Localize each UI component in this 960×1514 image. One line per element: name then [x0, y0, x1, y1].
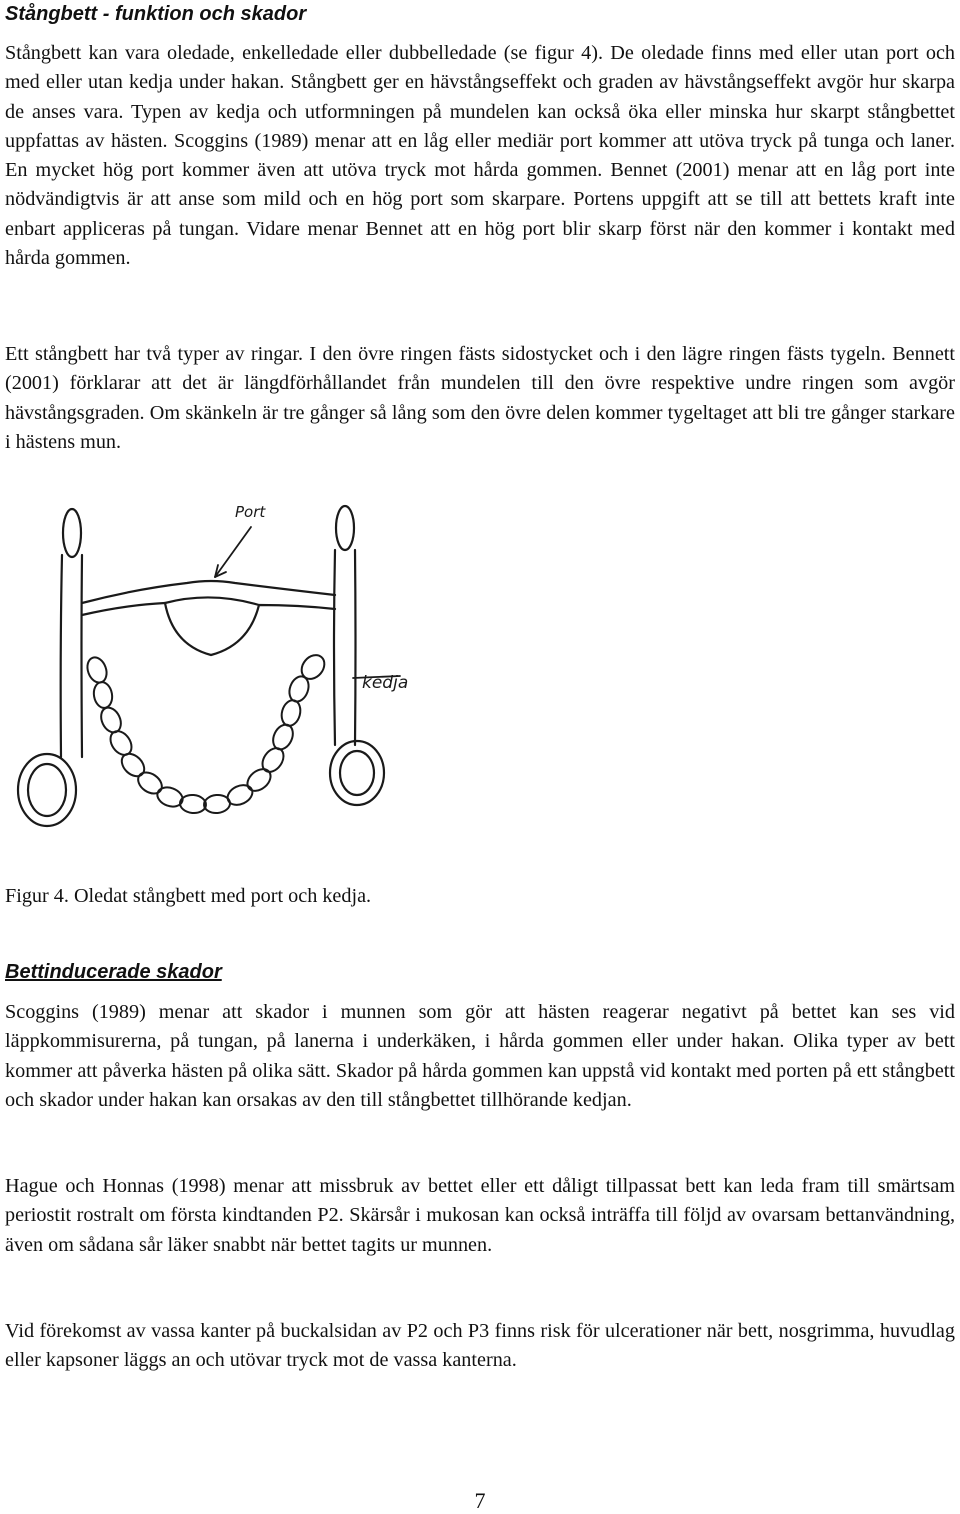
- page-number: 7: [474, 1488, 486, 1513]
- paragraph-injury-locations: Scoggins (1989) menar att skador i munnen som gör att hästen reagerar negativt på bettet kan ses vid läppkommisurerna, på tungan, på lanerna i underkäken, i hårda gommen eller under hakan. Olika typer av bett kommer att påverka hästen på olika sätt. Skador på hårda gommen kan uppstå vid kontakt med porten på ett stångbett och skador under hakan kan orsakas av den till stångbettet tillhörande kedjan.: [5, 1001, 955, 1111]
- section-heading-bettinducerade-skador: Bettinducerade skador: [5, 961, 222, 983]
- paragraph-periostitis: Hague och Honnas (1998) menar att missbruk av bettet eller ett dåligt tillpassat bett kan leda fram till smärtsam periostit rostralt om första kindtanden P2. Skärsår i mukosan kan också inträffa till följd av ovarsam bettanvändning, även om sådana sår läker snabbt när bettet tagits ur munnen.: [5, 1175, 955, 1256]
- mouthpiece-with-port: [82, 581, 335, 655]
- figure-caption: Figur 4. Oledat stångbett med port och kedja.: [5, 885, 372, 907]
- paragraph-stangbett-function: Stångbett kan vara oledade, enkelledade eller dubbelledade (se figur 4). De oledade finns med eller utan port och med eller utan kedja under hakan. Stångbett ger en hävstångseffekt och graden av hävstångseffekt avgör hur skarpa de anses vara. Typen av kedja och utformningen på mundelen kan också öka eller minska hur skarpt stångbettet uppfattas av hästen. Scoggins (1989) menar att en låg eller mediär port kommer att utöva tryck på tunga och laner. En mycket hög port kommer även att utöva tryck mot hårda gommen. Bennet (2001) menar att en låg port inte nödvändigtvis är att anse som mild och en hög port som skarpare. Portens uppgift att se till att bettets kraft inte enbart appliceras på tungan. Vidare menar Bennet att en hög port blir skarp först när den kommer i kontakt med hårda gommen.: [5, 42, 955, 270]
- right-shank: [330, 506, 384, 805]
- paragraph-sharp-edges: Vid förekomst av vassa kanter på buckalsidan av P2 och P3 finns risk för ulcerationer när bett, nosgrimma, huvudlag eller kapsoner läggs an och utövar tryck mot de vassa kanterna.: [5, 1320, 955, 1372]
- curb-bit-illustration: [15, 495, 435, 860]
- port-label: Port: [235, 503, 266, 521]
- port-arrow-icon: [215, 527, 251, 577]
- chain-label: kedja: [362, 673, 409, 693]
- left-shank: [18, 509, 82, 826]
- section-heading-stangbett: Stångbett - funktion och skador: [5, 3, 307, 25]
- paragraph-ring-types: Ett stångbett har två typer av ringar. I den övre ringen fästs sidostycket och i den lägre ringen fästs tygeln. Bennett (2001) förklarar att det är längdförhållandet från mundelen till den övre respektive undre ringen som avgör hävstångsgraden. Om skänkeln är tre gånger så lång som den övre delen kommer tygeltaget att bli tre gånger starkare i hästens mun.: [5, 343, 955, 453]
- curb-chain: [84, 651, 329, 814]
